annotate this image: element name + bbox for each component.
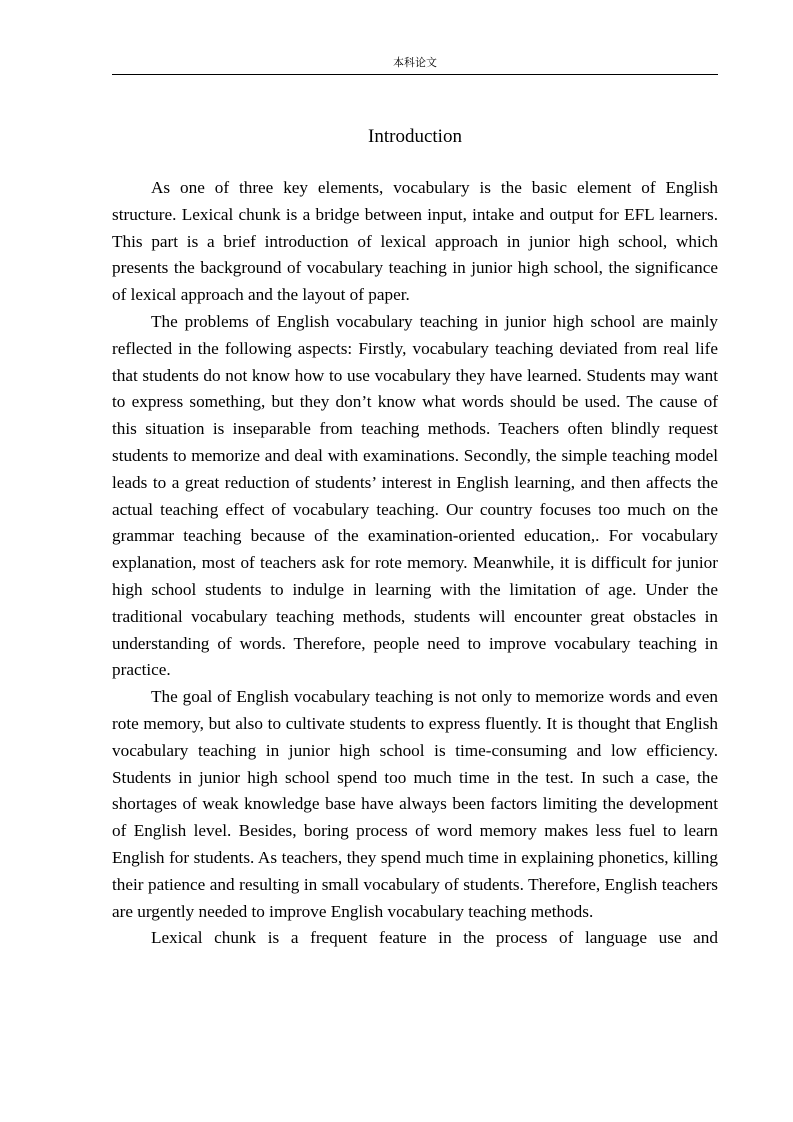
paragraph: The goal of English vocabulary teaching is not only to memorize words and even rote memory, but also to cultivate students to express fluently. It is thought that English vocabulary teaching in junior high school is time-consuming and low efficiency. Students in junior high school spend too much time in the test. In such a case, the shortages of weak knowledge base have always been factors limiting the development of English level. Besides, boring process of word memory makes less fuel to learn English for students. As teachers, they spend much time in explaining phonetics, killing their patience and resulting in small vocabulary of students. Therefore, English teachers are urgently needed to improve English vocabulary teaching methods. [112,687,718,921]
paragraph: Lexical chunk is a frequent feature in the process of language use and [151,928,718,948]
body-text [112,175,718,952]
page-header [112,54,718,75]
paragraph: As one of three key elements, vocabulary is the basic element of English structure. Lexical chunk is a bridge between input, intake and output for EFL learners. This part is a brief introduction of lexical approach in junior high school, which presents the background of vocabulary teaching in junior high school, the significance of lexical approach and the layout of paper. [112,178,718,305]
header-text: 本科论文 [393,56,437,69]
paragraph: The problems of English vocabulary teaching in junior high school are mainly reflected in the following aspects: Firstly, vocabulary teaching deviated from real life that students do not know how to use vocabulary they have learned. Students may want to express something, but they don’t know what words should be used. The cause of this situation is inseparable from teaching methods. Teachers often blindly request students to memorize and deal with examinations. Secondly, the simple teaching model leads to a great reduction of students’ interest in English learning, and then affects the actual teaching effect of vocabulary teaching. Our country focuses too much on the grammar teaching because of the examination-oriented education,. For vocabulary explanation, most of teachers ask for rote memory. Meanwhile, it is difficult for junior high school students to indulge in learning with the limitation of age. Under the traditional vocabulary teaching methods, students will encounter great obstacles in understanding of words. Therefore, people need to improve vocabulary teaching in practice. [112,311,718,680]
section-title: Introduction [368,126,462,147]
